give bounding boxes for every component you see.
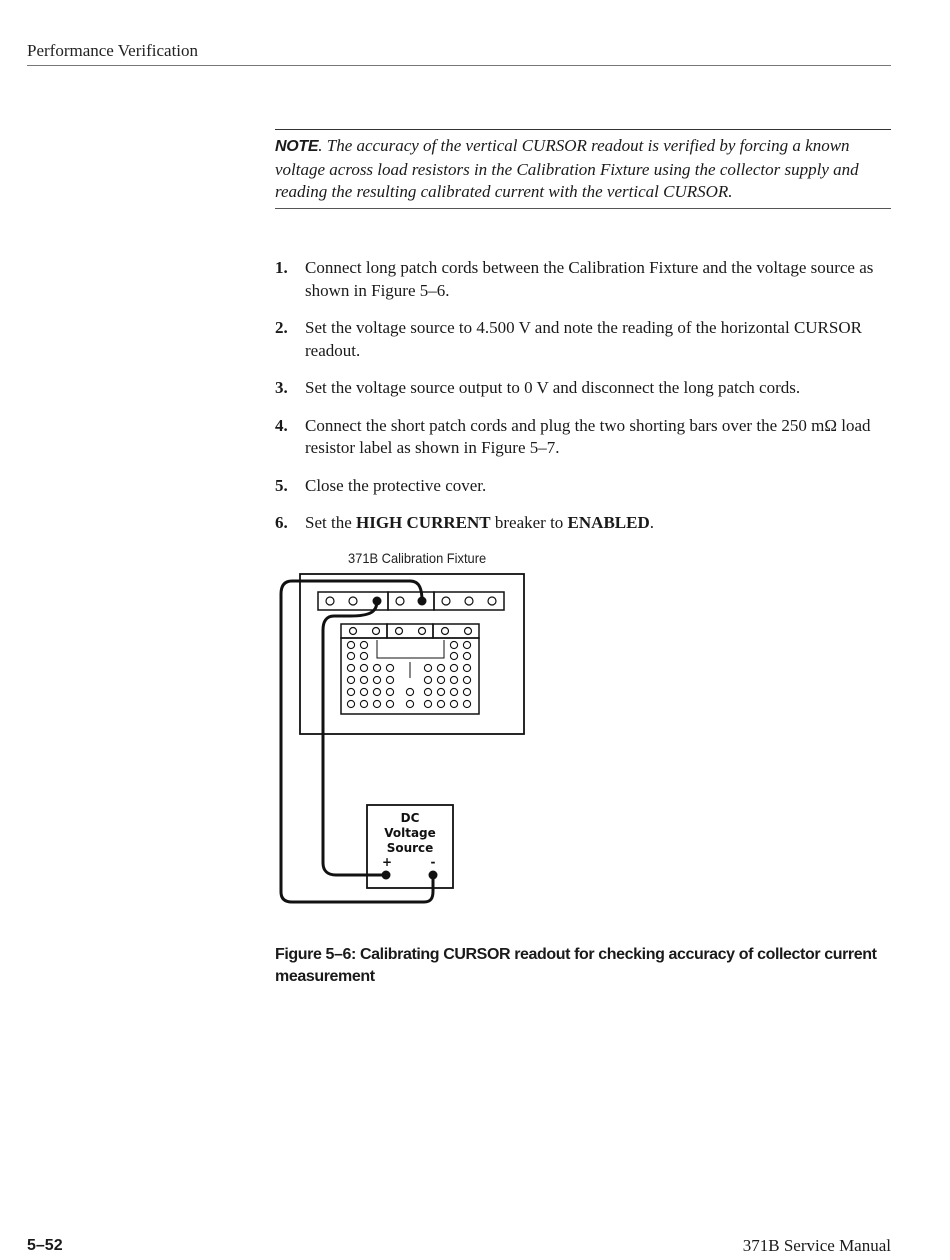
step-text-pre: Set the (305, 513, 356, 532)
header-rule (27, 65, 891, 66)
step-1 (275, 257, 891, 302)
procedure-steps (275, 257, 891, 550)
inner-connector-right (433, 624, 479, 638)
step-text: Set the voltage source output to 0 V and disconnect the long patch cords. (305, 378, 801, 397)
step-number: 5. (275, 475, 288, 495)
note-label: NOTE (275, 138, 319, 155)
step-3 (275, 377, 891, 400)
step-text (305, 512, 891, 535)
page-number: 5–52 (27, 1237, 63, 1254)
resistor-label-area (377, 640, 444, 658)
step-text-mid: breaker to (490, 513, 568, 532)
step-text: Close the protective cover. (305, 475, 487, 495)
high-current-label: HIGH CURRENT (356, 513, 491, 532)
resistor-pad-grid (347, 641, 470, 707)
inner-connector-mid (387, 624, 433, 638)
enabled-label: ENABLED (567, 513, 650, 532)
plus-sign: + (381, 855, 393, 869)
step-5 (275, 475, 891, 498)
source-label-dc: DC (400, 811, 420, 825)
step-number: 6. (275, 513, 288, 532)
positive-plug (373, 597, 382, 606)
inner-connector-left (341, 624, 387, 638)
step-6 (275, 512, 891, 535)
step-number: 1. (275, 258, 288, 277)
minus-sign: - (430, 855, 436, 869)
positive-terminal (382, 871, 391, 880)
note-text: . The accuracy of the vertical CURSOR readout is verified by forcing a known voltage across load resistors in the Calibration Fixture using the collector supply and reading the resulting calibrated current with the vertical CURSOR. (275, 136, 859, 201)
figure-caption: Figure 5–6: Calibrating CURSOR readout for checking accuracy of collector current measurement (275, 946, 877, 985)
step-text-post: . (649, 513, 654, 532)
step-text: Connect the short patch cords and plug the two shorting bars over the 250 mΩ load resistor label as shown in Figure 5–7. (305, 415, 871, 457)
step-number: 3. (275, 378, 288, 397)
top-connector-mid (388, 592, 434, 610)
step-2 (275, 317, 891, 362)
fixture-label: 371B Calibration Fixture (348, 550, 487, 566)
step-number: 4. (275, 415, 288, 435)
step-number: 2. (275, 318, 288, 337)
source-label-voltage: Voltage (384, 826, 436, 840)
step-text: Connect long patch cords between the Calibration Fixture and the voltage source as shown in Figure 5–6. (305, 258, 874, 300)
running-header: Performance Verification (27, 41, 199, 60)
manual-title: 371B Service Manual (742, 1236, 891, 1255)
negative-terminal (429, 871, 438, 880)
negative-plug (418, 597, 427, 606)
calibration-diagram (270, 568, 540, 913)
step-4 (275, 415, 891, 460)
step-text: Set the voltage source to 4.500 V and note the reading of the horizontal CURSOR readout. (305, 318, 862, 360)
source-label-source: Source (386, 841, 434, 855)
note-box (275, 129, 891, 209)
